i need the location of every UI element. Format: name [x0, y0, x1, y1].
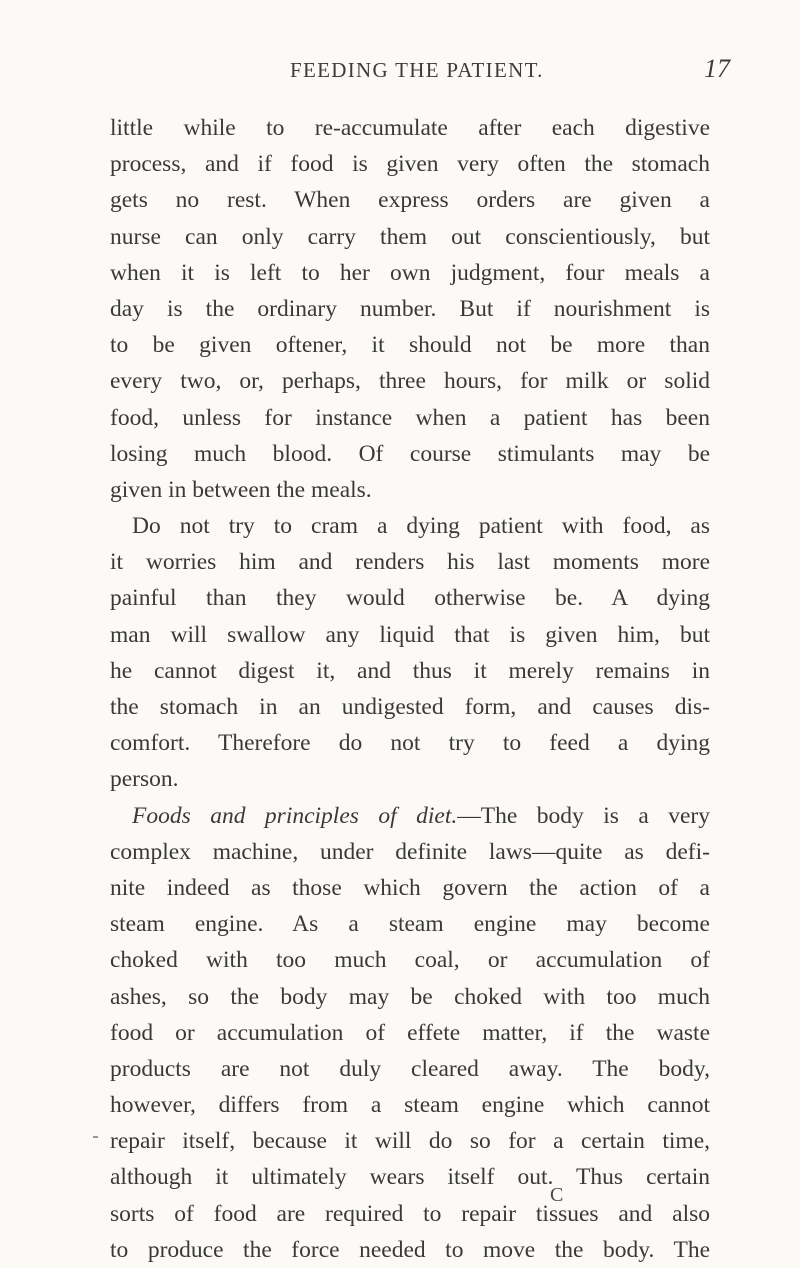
text-line: [110, 798, 710, 834]
text-line: every two, or, perhaps, three hours, for milk or solid: [110, 368, 710, 395]
text-line: it worries him and renders his last moments more: [110, 549, 710, 576]
text-line: the stomach in an undigested form, and causes dis-: [110, 694, 710, 720]
text-line: ashes, so the body may be choked with too much: [110, 983, 710, 1010]
text-line: comfort. Therefore do not try to feed a dying: [110, 730, 710, 757]
text-line: to be given oftener, it should not be more than: [110, 332, 710, 359]
page-number: 17: [704, 54, 730, 83]
text-line: choked with too much coal, or accumulation of: [110, 947, 710, 974]
text-line: nurse can only carry them out conscientiously, but: [110, 223, 710, 250]
text-line: products are not duly cleared away. The body,: [110, 1055, 710, 1082]
text-line: food or accumulation of effete matter, if the waste: [110, 1019, 710, 1046]
text-line: man will swallow any liquid that is given him, but: [110, 621, 710, 648]
text-line: given in between the meals.: [110, 476, 372, 503]
text-line: nite indeed as those which govern the action of a: [110, 874, 710, 901]
text-line: to produce the force needed to move the body. The: [110, 1236, 710, 1263]
text-line: steam engine. As a steam engine may become: [110, 911, 710, 938]
text-line: day is the ordinary number. But if nourishment is: [110, 295, 710, 322]
text-line: complex machine, under definite laws—quite as defi-: [110, 838, 710, 865]
running-head: [0, 54, 800, 98]
text-line: when it is left to her own judgment, four meals a: [110, 259, 710, 286]
text-line: Do not try to cram a dying patient with food, as: [132, 513, 710, 540]
text-line: painful than they would otherwise be. A dying: [110, 585, 710, 612]
text-line: he cannot digest it, and thus it merely remains in: [110, 657, 710, 684]
text-line: losing much blood. Of course stimulants may be: [110, 440, 710, 467]
signature-mark: C: [550, 1184, 564, 1206]
text-line: food, unless for instance when a patient has been: [110, 404, 710, 431]
body-text: [110, 110, 710, 1268]
text-line: sorts of food are required to repair tissues and also: [110, 1200, 710, 1227]
text-line: little while to re-accumulate after each digestive: [110, 115, 710, 141]
margin-mark: [93, 1136, 98, 1138]
section-heading: Foods and principles of diet.: [132, 802, 458, 829]
text-line: person.: [110, 766, 179, 793]
text-line-rest: —The body is a very: [457, 802, 710, 829]
text-line: gets no rest. When express orders are given a: [110, 187, 710, 214]
text-line: although it ultimately wears itself out. Thus certain: [110, 1164, 710, 1191]
text-line: repair itself, because it will do so for a certain time,: [110, 1128, 710, 1155]
text-line: process, and if food is given very often the stomach: [110, 151, 710, 178]
text-line: however, differs from a steam engine which cannot: [110, 1092, 710, 1119]
running-head-title: FEEDING THE PATIENT.: [290, 58, 544, 82]
